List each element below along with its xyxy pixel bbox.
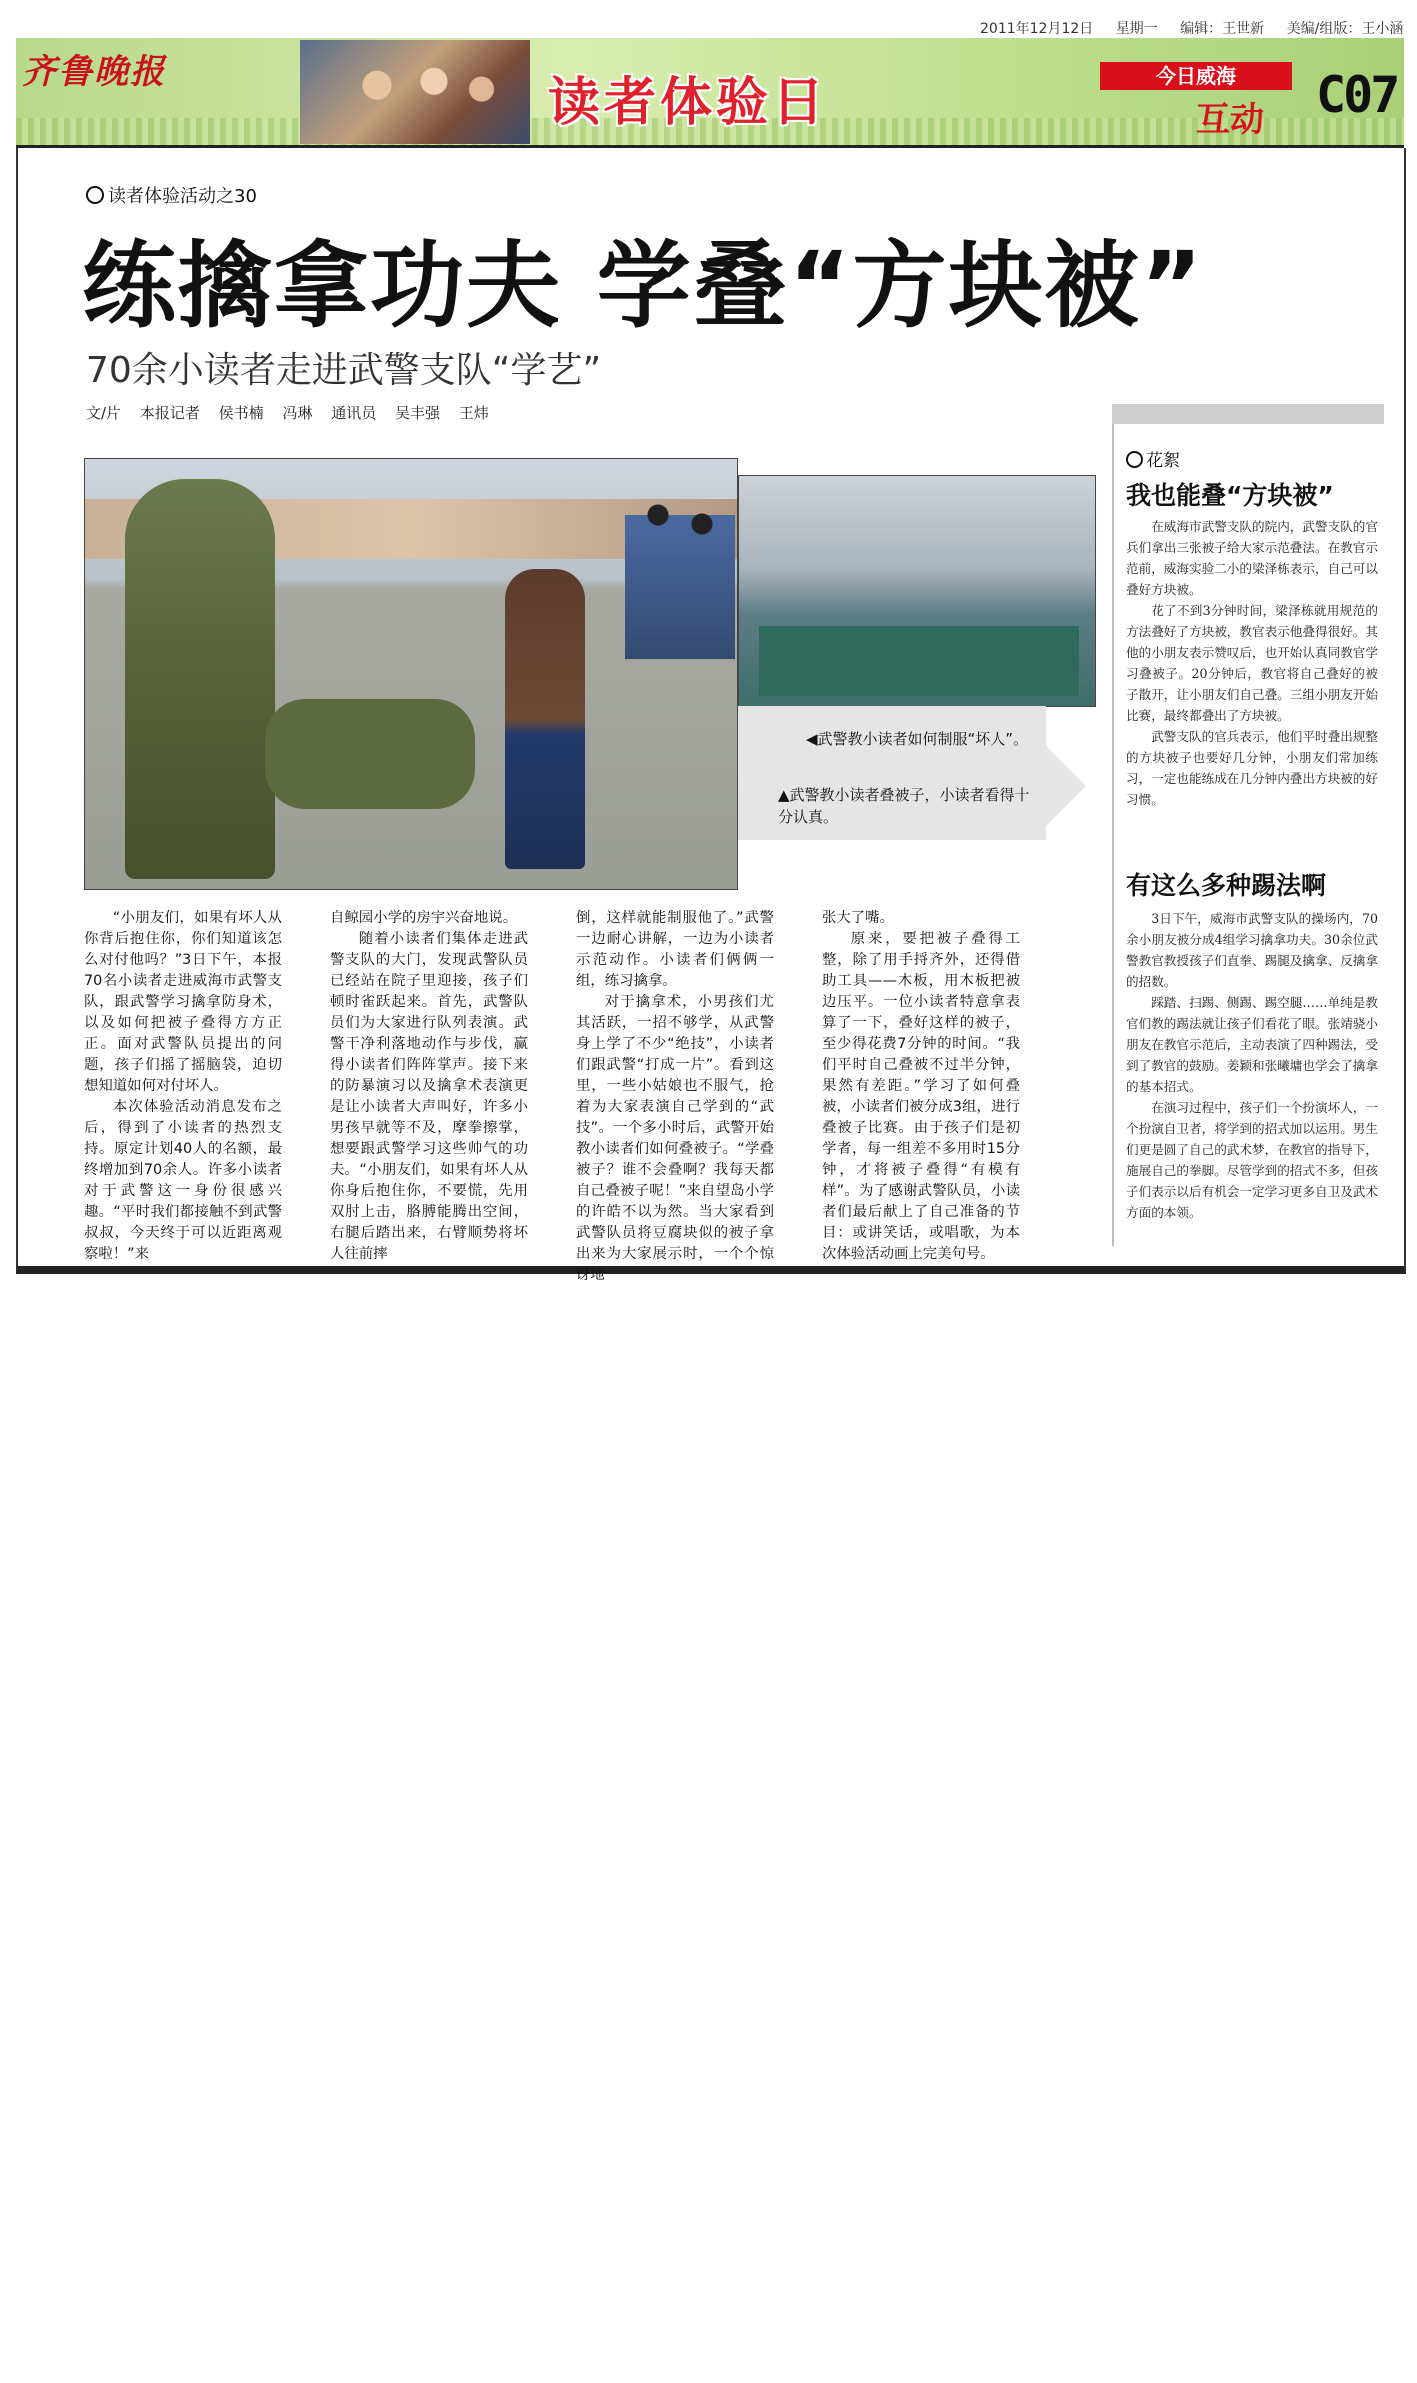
photo-caption-2: ▲武警教小读者叠被子，小读者看得十分认真。 bbox=[778, 786, 1030, 826]
headline: 练擒拿功夫 学叠“方块被” bbox=[82, 232, 1205, 341]
byline-item: 文/片 bbox=[86, 404, 122, 422]
byline-item: 王炜 bbox=[458, 404, 489, 422]
editor-credit: 编辑：王世新 bbox=[1180, 21, 1265, 37]
issue-weekday: 星期一 bbox=[1115, 21, 1158, 37]
paragraph: 张大了嘴。 bbox=[822, 910, 894, 926]
paragraph: 花了不到3分钟时间，梁泽栋就用规范的方法叠好了方块被，教官表示他叠得很好。其他的小朋友表示赞叹后，也开始认真同教官学习叠被子。20分钟后，教官将自己叠好的被子散开，让小朋友们自己叠。三组小朋友开始比赛，最终都叠出了方块被。 bbox=[1126, 603, 1378, 723]
paragraph: 本次体验活动消息发布之后，得到了小读者的热烈支持。原定计划40人的名额，最终增加到70余人。许多小读者对于武警这一身份很感兴趣。“平时我们都接触不到武警叔叔，今天终于可以近距离观察啦！”来 bbox=[84, 1099, 282, 1262]
kicker-bullet-icon bbox=[1126, 451, 1143, 468]
photo-folding-quilt bbox=[738, 475, 1096, 707]
paragraph: 原来，要把被子叠得工整，除了用手捋齐外，还得借助工具——木板，用木板把被边压平。一位小读者特意拿表算了一下，叠好这样的被子，至少得花费7分钟的时间。“我们平时自己叠被不过半分钟，果然有差距。”学习了如何叠被，小读者们被分成3组，进行叠被子比赛。由于孩子们是初学者，每一组差不多用时15分钟，才将被子叠得“有模有样”。为了感谢武警队员，小读者们最后献上了自己准备的节目：或讲笑话，或唱歌，为本次体验活动画上完美句号。 bbox=[822, 931, 1020, 1262]
kicker-text: 读者体验活动之30 bbox=[108, 186, 257, 207]
sidebar-title-1: 我也能叠“方块被” bbox=[1126, 481, 1334, 510]
sidebar-text-1 bbox=[1126, 516, 1378, 810]
paragraph: 在演习过程中，孩子们一个扮演坏人，一个扮演自卫者，将学到的招式加以运用。男生们更是圆了自己的武术梦，在教官的指导下，施展自己的拳脚。尽管学到的招式不多，但孩子们表示以后有机会一定学习更多自卫及武术方面的本领。 bbox=[1126, 1100, 1378, 1220]
paragraph: 3日下午，威海市武警支队的操场内，70余小朋友被分成4组学习擒拿功夫。30余位武警教官教授孩子们直拳、踢腿及擒拿、反擒拿的招数。 bbox=[1126, 911, 1378, 989]
byline-item: 冯琳 bbox=[282, 404, 313, 422]
sidebar-kicker bbox=[1126, 446, 1180, 471]
sidebar-text-2 bbox=[1126, 908, 1378, 1223]
byline bbox=[86, 402, 503, 423]
article-kicker bbox=[86, 182, 257, 208]
section-name: 互动 bbox=[1196, 100, 1264, 140]
sidebar-top-bar bbox=[1112, 404, 1384, 424]
paragraph: 对于擒拿术，小男孩们尤其活跃，一招不够学，从武警身上学了不少“绝技”，小读者们跟武警“打成一片”。看到这里，一些小姑娘也不服气，抢着为大家表演自己学到的“武技”。一个多小时后，武警开始教小读者们如何叠被子。“学叠被子？谁不会叠啊？我每天都自己叠被子呢！”来自望岛小学的许皓不以为然。当大家看到武警队员将豆腐块似的被子拿出来为大家展示时，一个个惊讶地 bbox=[576, 994, 774, 1283]
byline-item: 本报记者 bbox=[139, 404, 200, 422]
byline-item: 通讯员 bbox=[331, 404, 377, 422]
banner-photo bbox=[300, 40, 530, 144]
byline-item: 侯书楠 bbox=[218, 404, 264, 422]
paragraph: 在威海市武警支队的院内，武警支队的官兵们拿出三张被子给大家示范叠法。在教官示范前，威海实验二小的梁泽栋表示，自己可以叠好方块被。 bbox=[1126, 519, 1378, 597]
article-column-2 bbox=[330, 908, 528, 1265]
byline-item: 吴丰强 bbox=[395, 404, 441, 422]
article-column-4 bbox=[822, 908, 1020, 1265]
region-tab: 今日威海 bbox=[1100, 62, 1292, 90]
paragraph: “小朋友们，如果有坏人从你背后抱住你，你们知道该怎么对付他吗？”3日下午，本报70名小读者走进威海市武警支队，跟武警学习擒拿防身术，以及如何把被子叠得方方正正。面对武警队员提出的问题，孩子们摇了摇脑袋，迫切想知道如何对付坏人。 bbox=[84, 910, 282, 1094]
paragraph: 倒，这样就能制服他了。”武警一边耐心讲解，一边为小读者示范动作。小读者们俩俩一组，练习擒拿。 bbox=[576, 910, 774, 989]
paragraph: 随着小读者们集体走进武警支队的大门，发现武警队员已经站在院子里迎接，孩子们顿时雀跃起来。首先，武警队员们为大家进行队列表演。武警干净利落地动作与步伐，赢得小读者们阵阵掌声。接下来的防暴演习以及擒拿术表演更是让小读者大声叫好，许多小男孩早就等不及，摩拳擦掌，想要跟武警学习这些帅气的功夫。“小朋友们，如果有坏人从你身后抱住你，不要慌，先用双肘上击，胳膊能腾出空间，右腿后踏出来，右臂顺势将坏人往前摔 bbox=[330, 931, 528, 1262]
photo-caption-1: ◀武警教小读者如何制服“坏人”。 bbox=[806, 730, 1029, 748]
subheadline: 70余小读者走进武警支队“学艺” bbox=[86, 350, 602, 391]
page-number: C07 bbox=[1316, 66, 1398, 124]
paragraph: 武警支队的官兵表示，他们平时叠出规整的方块被子也要好几分钟，小朋友们常加练习，一定也能练成在几分钟内叠出方块被的好习惯。 bbox=[1126, 729, 1378, 807]
article-column-1 bbox=[84, 908, 282, 1265]
kicker-bullet-icon bbox=[86, 186, 104, 204]
issue-date: 2011年12月12日 bbox=[980, 21, 1094, 37]
article-column-3 bbox=[576, 908, 774, 1286]
main-photo-capture-drill bbox=[84, 458, 738, 890]
sidebar-kicker-text: 花絮 bbox=[1146, 451, 1180, 471]
paragraph: 踩踏、扫踢、侧踢、踢空腿……单纯是教官们教的踢法就让孩子们看花了眼。张靖骁小朋友在教官示范后，主动表演了四种踢法，受到了教官的鼓励。姜颖和张曦墉也学会了擒拿的基本招式。 bbox=[1126, 995, 1378, 1094]
sidebar-title-2: 有这么多种踢法啊 bbox=[1126, 871, 1327, 900]
page-meta bbox=[980, 18, 1417, 38]
designer-credit: 美编/组版：王小涵 bbox=[1286, 21, 1404, 37]
newspaper-masthead: 齐鲁晚报 bbox=[22, 52, 166, 92]
section-title: 读者体验日 bbox=[548, 73, 829, 133]
paragraph: 自鲸园小学的房宇兴奋地说。 bbox=[330, 910, 518, 926]
